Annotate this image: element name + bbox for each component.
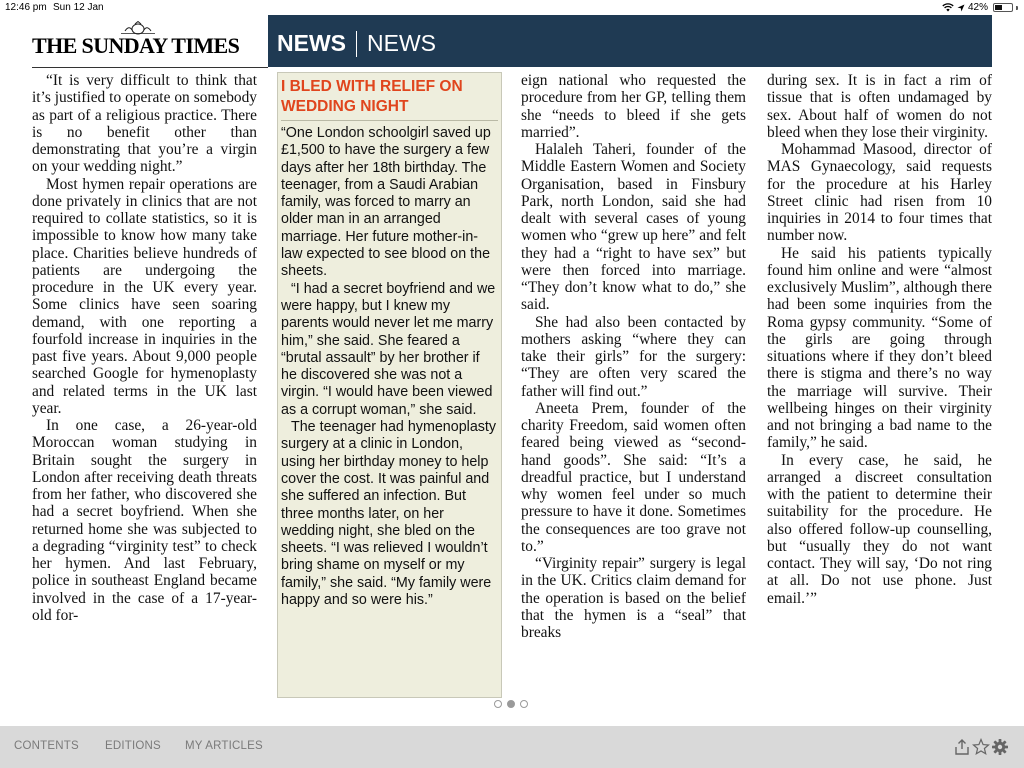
editions-button[interactable]: EDITIONS — [105, 740, 161, 752]
status-indicators — [942, 2, 1018, 13]
article-column-3 — [521, 72, 746, 641]
sidebar-box — [277, 72, 502, 698]
masthead — [32, 15, 992, 67]
battery-icon — [993, 3, 1013, 12]
section-divider — [356, 31, 357, 57]
article-paragraph: In every case, he said, he arranged a discreet consultation with the patient to determine their suitability for the procedure. He also offered follow-up counselling, but “usually they do not want contact. They will say, ‘Do not ring at all. Do not use phone. Just email.’” — [767, 451, 992, 607]
page-dot[interactable] — [520, 700, 528, 708]
article-paragraph: In one case, a 26-year-old Moroccan woman studying in Britain sought the surgery in London after receiving death threats from her father, who discovered she had a secret boyfriend. When she returned home she was subjected to a degrading “virginity test” to check her hymen. And last February, police in southeast England became involved in the case of a 17-year-old for- — [32, 417, 257, 624]
article-paragraph: during sex. It is in fact a rim of tissue that is often undamaged by sex. About half of women do not bleed when they lose their virginity. — [767, 72, 992, 141]
status-date: Sun 12 Jan — [53, 2, 104, 13]
masthead-rule — [32, 67, 268, 68]
wifi-icon — [942, 3, 954, 12]
gear-icon[interactable] — [991, 738, 1009, 756]
article-paragraph: Mohammad Masood, director of MAS Gynaecology, said requests for the procedure at his Harley Street clinic had risen from 10 inquiries in 2014 to four times that number now. — [767, 141, 992, 245]
section-subtitle: NEWS — [367, 30, 436, 56]
section-title: NEWS — [277, 30, 346, 56]
sidebar-body — [281, 125, 498, 609]
newspaper-logo: THE SUNDAY TIMES — [32, 33, 240, 58]
page-dot[interactable] — [494, 700, 502, 708]
star-icon[interactable] — [972, 738, 990, 756]
sidebar-paragraph: “One London schoolgirl saved up £1,500 to have the surgery a few days after her 18th birthday. The teenager, from a Saudi Arabian family, was forced to marry an older man in an arranged marriage. Her future mother-in-law expected to see blood on the sheets. — [281, 125, 491, 280]
page-indicator[interactable] — [494, 700, 528, 708]
section-header — [268, 15, 992, 67]
sidebar-headline: I BLED WITH RELIEF ON WEDDING NIGHT — [281, 77, 498, 121]
article-paragraph: “Virginity repair” surgery is legal in the UK. Critics claim demand for the operation is based on the belief that the hymen is a “seal” that breaks — [521, 555, 746, 641]
share-icon[interactable] — [953, 738, 971, 756]
article-paragraph: She had also been contacted by mothers asking “where they can take their girls” for the surgery: “They are often very scared the father will find out.” — [521, 313, 746, 400]
contents-button[interactable]: CONTENTS — [14, 740, 79, 752]
status-bar — [0, 0, 1024, 15]
article-paragraph: Aneeta Prem, founder of the charity Freedom, said women often feared being viewed as “second-hand goods”. She said: “It’s a dreadful practice, but I understand why women feel under so much pressure to have it done. Sometimes the consequences are too grave not to.” — [521, 399, 746, 555]
article-paragraph: eign national who requested the procedure from her GP, telling them she “needs to bleed if she gets married”. — [521, 72, 746, 141]
article-paragraph: Most hymen repair operations are done privately in clinics that are not required to collate statistics, so it is impossible to know how many take place. Charities believe hundreds of patients are undergoing the procedure in the UK every year. Some clinics have seen soaring demand, with one reporting a fourfold increase in inquiries in the past five years. About 9,000 people searched Google for hymenoplasty and related terms in the UK last year. — [32, 175, 257, 417]
battery-percent: 42% — [967, 2, 988, 13]
article-paragraph: He said his patients typically found him online and were “almost exclusively Muslim”, although there had been some inquiries from the Roma gypsy community. “Some of the girls are going through situations where if they don’t bleed there is stigma and there’s no way the marriage will survive. Their wellbeing hinges on their virginity and not bringing a bad name to the family,” he said. — [767, 244, 992, 452]
sidebar-paragraph: “I had a secret boyfriend and we were happy, but I knew my parents would never let me marry him,” she said. She feared a “brutal assault” by her brother if he discovered she was not a virgin. “I would have been viewed as a corrupt woman,” she said. — [281, 280, 496, 418]
my-articles-button[interactable]: MY ARTICLES — [185, 740, 263, 752]
article-column-1 — [32, 72, 257, 624]
article-paragraph: “It is very difficult to think that it’s justified to operate on somebody as part of a religious practice. There is no benefit other than demonstrating that you’re a virgin on your wedding night.” — [32, 72, 257, 176]
bottom-toolbar — [0, 726, 1024, 768]
status-time: 12:46 pm — [5, 2, 47, 13]
sidebar-paragraph: The teenager had hymenoplasty surgery at a clinic in London, using her birthday money to help cover the cost. It was painful and she suffered an infection. But three months later, on her wedding night, she bled on the sheets. “I was relieved I wouldn’t bring shame on myself or my family,” she said. “My family were happy and so were his.” — [281, 419, 497, 609]
location-arrow-icon — [957, 4, 965, 12]
page-dot[interactable] — [507, 700, 515, 708]
article-column-4 — [767, 72, 992, 607]
article-paragraph: Halaleh Taheri, founder of the Middle Eastern Women and Society Organisation, based in Finsbury Park, north London, said she had dealt with several cases of young women who “grew up here” and felt they had a “right to have sex” but were then forced into marriage. “They don’t know what to do,” she said. — [521, 141, 746, 314]
